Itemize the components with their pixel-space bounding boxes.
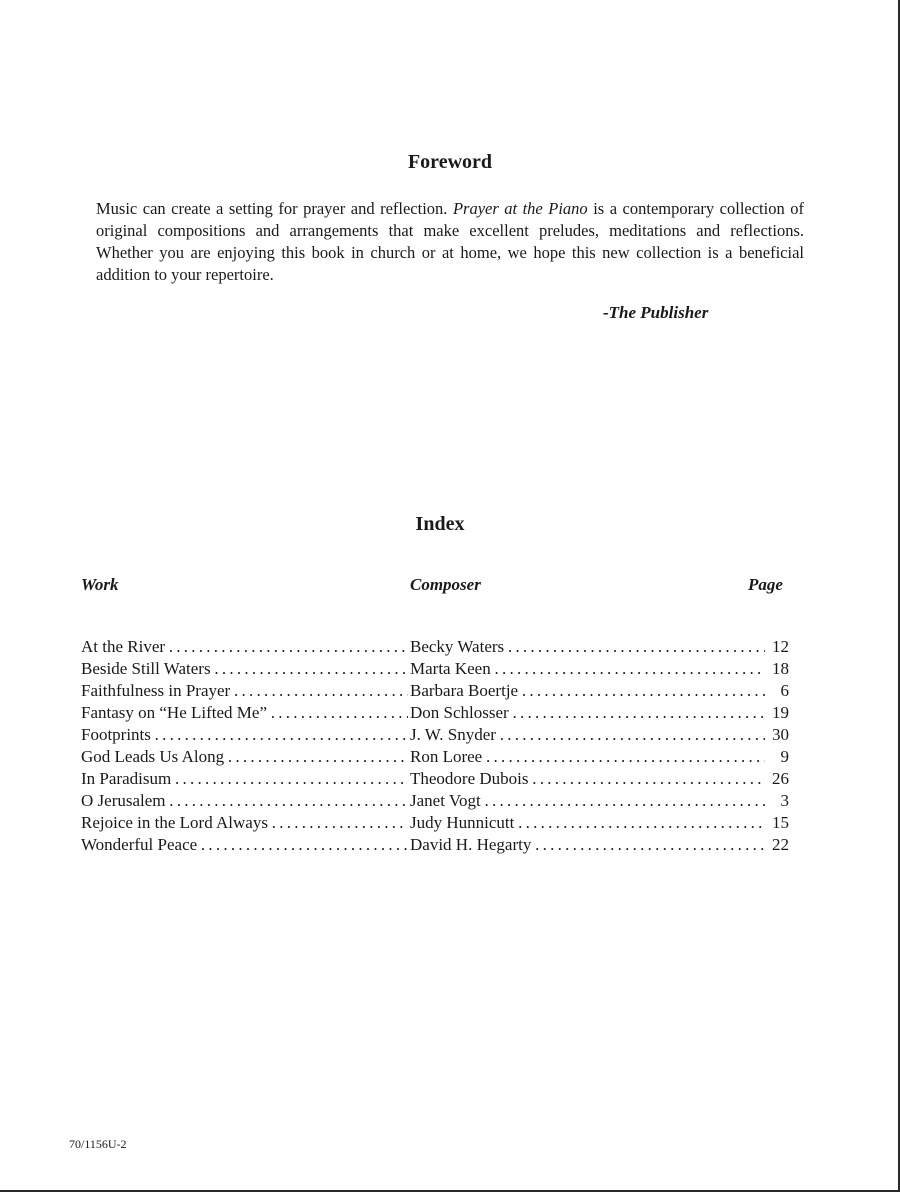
composer-name: Don Schlosser . . . xyxy=(410,702,765,724)
index-row xyxy=(81,812,789,834)
work-title: Wonderful Peace . . . xyxy=(81,834,408,856)
book-title: Prayer at the Piano xyxy=(452,199,588,218)
index-row xyxy=(81,746,789,768)
foreword-text-after: is a contemporary collection of original compositions and arrangements that make excellent preludes, meditations and reflections. Whether you are enjoying this book in church or at home, we hope this new collection is a beneficial addition to your repertoire. xyxy=(96,199,804,284)
work-title: God Leads Us Along . . . xyxy=(81,746,408,768)
index-row xyxy=(81,790,789,812)
index-row xyxy=(81,768,789,790)
foreword-title: Foreword xyxy=(407,151,493,173)
page-number: 3 xyxy=(780,791,789,810)
page-number: 19 xyxy=(772,703,789,722)
index-row xyxy=(81,680,789,702)
work-title: In Paradisum . . . xyxy=(81,768,408,790)
work-title: Footprints . . . xyxy=(81,724,408,746)
composer-column-header: Composer xyxy=(410,575,481,594)
composer-name: Ron Loree . . . xyxy=(410,746,765,768)
work-column-header: Work xyxy=(81,575,119,594)
index-row xyxy=(81,834,789,856)
composer-name: Judy Hunnicutt . . . xyxy=(410,812,765,834)
page-number: 30 xyxy=(772,725,789,744)
work-title: Fantasy on “He Lifted Me” . . . xyxy=(81,702,408,724)
index-row xyxy=(81,658,789,680)
index-title: Index xyxy=(415,513,465,535)
work-title: Beside Still Waters . . . xyxy=(81,658,408,680)
page-number: 12 xyxy=(772,637,789,656)
index-row xyxy=(81,724,789,746)
work-title: At the River . . . xyxy=(81,636,408,658)
work-title: Rejoice in the Lord Always . . . xyxy=(81,812,408,834)
page-number: 6 xyxy=(780,681,789,700)
foreword-text-before: Music can create a setting for prayer and reflection. xyxy=(96,199,453,218)
page-number: 18 xyxy=(772,659,789,678)
foreword-paragraph xyxy=(96,198,804,286)
publisher-signature: -The Publisher xyxy=(603,303,709,322)
index-row xyxy=(81,636,789,658)
composer-name: Marta Keen . . . xyxy=(410,658,765,680)
composer-name: David H. Hegarty . . . xyxy=(410,834,765,856)
work-title: Faithfulness in Prayer . . . xyxy=(81,680,408,702)
composer-name: Barbara Boertje . . . xyxy=(410,680,765,702)
composer-name: J. W. Snyder . . . xyxy=(410,724,765,746)
page-number: 26 xyxy=(772,769,789,788)
work-title: O Jerusalem . . . xyxy=(81,790,408,812)
page-number: 9 xyxy=(780,747,789,766)
catalog-code: 70/1156U-2 xyxy=(69,1137,127,1151)
page-column-header: Page xyxy=(748,575,783,594)
page-number: 22 xyxy=(772,835,789,854)
page-number: 15 xyxy=(772,813,789,832)
index-list xyxy=(81,636,789,856)
composer-name: Becky Waters . . . xyxy=(410,636,765,658)
index-row xyxy=(81,702,789,724)
composer-name: Theodore Dubois . . . xyxy=(410,768,765,790)
composer-name: Janet Vogt . . . xyxy=(410,790,765,812)
